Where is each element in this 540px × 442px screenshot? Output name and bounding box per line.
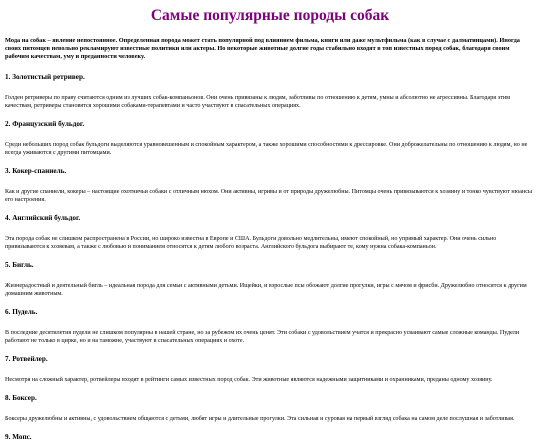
breed-description: В последние десятилетия пудели не слишком популярны в нашей стране, но за рубежом их очень ценят. Эти собаки с удовольствием учатся и прекрасно усваивают самые сложные команды. Пудели работают не только в цирке, но и на таможне, участвуют в спасательных операциях и охоте.: [5, 330, 520, 344]
page-title: Самые популярные породы собак: [150, 7, 390, 24]
breed-section-1: [5, 73, 535, 110]
breed-heading: 9. Мопс.: [5, 433, 32, 441]
breed-description: Эта порода собак не слишком распространена в России, но широко известна в Европе и США. Бульдоги довольно медлительны, имеют спокойный, но упрямый характер. Они очень сильно привязываются к хозяевам, а также с любовью и пониманием относятся к детям любого возраста. Английского бульдога выбирают те, кому нужна собака-компаньон.: [5, 236, 497, 250]
breed-description: Несмотря на сложный характер, ротвейлеры входят в рейтинги самых известных пород собак. Эти животные являются надежными защитниками и охранниками, преданы одному хозяину.: [5, 377, 493, 383]
breed-description: Как и другие спаниели, кокеры – настоящие охотничьи собаки с отличным нюхом. Они активны, игривы и от природы дружелюбны. Питомцы очень привязываются к хозяину и тонко чувствуют нюансы его настроения.: [5, 189, 533, 203]
breed-section-9: [5, 433, 535, 442]
breed-section-2: [5, 120, 535, 157]
intro-paragraph: Мода на собак – явление непостоянное. Определенная порода может стать популярной под влиянием фильма, книги или даже мультфильма (как в случае с далматинцами). Иногда своих питомцев невольно рекламируют известные политики или актеры. Но некоторые животные долгие годы стабильно входят в топ известных пород собак, благодаря своим рабочим качествам, уму и преданности человеку.: [5, 37, 520, 60]
breed-description: Жизнерадостный и деятельный бигль – идеальная порода для семьи с активными детьми. Ищейки, и взрослые псы обожают долгие прогулки, игры с мячом и фрисби. Дружелюбно относятся к другим домашним животным.: [5, 283, 527, 297]
breed-description: Боксеры дружелюбны и активны, с удовольствием общаются с детьми, любят игры и длительные прогулки. Эта сильная и суровая на первый взгляд собака на самом деле послушная и заботливая.: [5, 416, 515, 422]
breed-section-7: [5, 355, 535, 384]
breed-description: Голден ретриверы по праву считаются одним из лучших собак-компаньонов. Они очень привязаны к людям, заботливы по отношению к детям, умны и абсолютно не агрессивны. Благодаря этим качествам, ретриверы становятся хорошими собаками-терапевтами и часто участвуют в спасательных операциях.: [5, 95, 510, 109]
breed-section-8: [5, 394, 535, 423]
breed-section-6: [5, 308, 535, 345]
breed-heading: 3. Кокер-спаниель.: [5, 167, 67, 175]
breed-heading: 4. Английский бульдог.: [5, 214, 81, 222]
breed-description: Среди небольших пород собак бульдоги выделяются уравновешенным и спокойным характером, а также хорошими способностями к дрессировке. Они доброжелательны по отношению к людям, но не всегда уживаются с другими питомцами.: [5, 142, 528, 156]
breed-heading: 6. Пудель.: [5, 308, 38, 316]
breed-heading: 8. Боксер.: [5, 394, 37, 402]
breed-heading: 7. Ротвейлер.: [5, 355, 48, 363]
breed-section-4: [5, 214, 535, 251]
breed-heading: 5. Бигль.: [5, 261, 34, 269]
breed-section-5: [5, 261, 535, 298]
breed-heading: 1. Золотистый ретривер.: [5, 73, 85, 81]
breed-section-3: [5, 167, 535, 204]
breed-heading: 2. Французский бульдог.: [5, 120, 85, 128]
